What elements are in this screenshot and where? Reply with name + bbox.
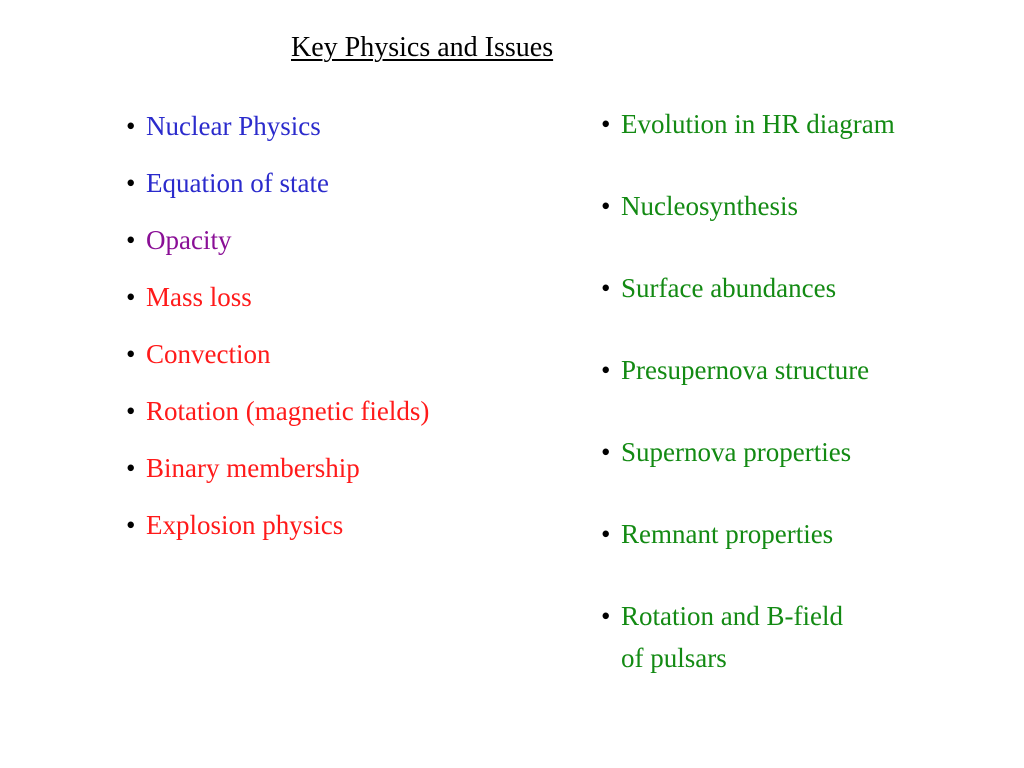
list-item-label: Rotation and B-field (621, 601, 843, 631)
list-item-label-continuation: of pulsars (621, 643, 727, 673)
bullet-icon: • (601, 437, 611, 467)
left-list-item-opacity (126, 224, 231, 256)
list-item-label: Surface abundances (621, 273, 837, 303)
bullet-icon: • (601, 109, 611, 139)
right-list-item-rotation-b-field (601, 600, 843, 674)
list-item-label: Binary membership (146, 453, 360, 483)
list-item-label: Opacity (146, 225, 232, 255)
bullet-icon: • (126, 168, 136, 198)
left-list-item-nuclear-physics (126, 110, 321, 142)
left-list-item-mass-loss (126, 281, 252, 313)
list-item-label: Mass loss (146, 282, 252, 312)
right-list-item-hr-diagram (601, 108, 895, 140)
list-item-label: Rotation (magnetic fields) (146, 396, 430, 426)
list-item-label: Convection (146, 339, 271, 369)
list-item-label: Nuclear Physics (146, 111, 321, 141)
list-item-label: Explosion physics (146, 510, 344, 540)
left-list-item-convection (126, 338, 270, 370)
bullet-icon: • (126, 225, 136, 255)
bullet-icon: • (126, 111, 136, 141)
right-list-item-nucleosynthesis (601, 190, 798, 222)
list-item-label: Evolution in HR diagram (621, 109, 895, 139)
right-list-item-presupernova-structure (601, 354, 869, 386)
left-list-item-binary-membership (126, 452, 360, 484)
list-item-label: Presupernova structure (621, 355, 870, 385)
slide-title: Key Physics and Issues (291, 32, 554, 63)
bullet-icon: • (126, 453, 136, 483)
bullet-icon: • (126, 282, 136, 312)
left-list-item-rotation (126, 395, 429, 427)
bullet-icon: • (601, 601, 611, 631)
bullet-icon: • (601, 273, 611, 303)
bullet-icon: • (601, 355, 611, 385)
list-item-label: Remnant properties (621, 519, 834, 549)
left-list-item-explosion-physics (126, 509, 343, 541)
right-list-item-remnant-properties (601, 518, 833, 550)
list-item-label: Equation of state (146, 168, 329, 198)
list-item-label: Nucleosynthesis (621, 191, 798, 221)
bullet-icon: • (126, 510, 136, 540)
right-list-item-surface-abundances (601, 272, 836, 304)
list-item-label: Supernova properties (621, 437, 852, 467)
right-list-item-supernova-properties (601, 436, 851, 468)
bullet-icon: • (601, 519, 611, 549)
left-list-item-equation-of-state (126, 167, 329, 199)
bullet-icon: • (601, 191, 611, 221)
bullet-icon: • (126, 396, 136, 426)
bullet-icon: • (126, 339, 136, 369)
